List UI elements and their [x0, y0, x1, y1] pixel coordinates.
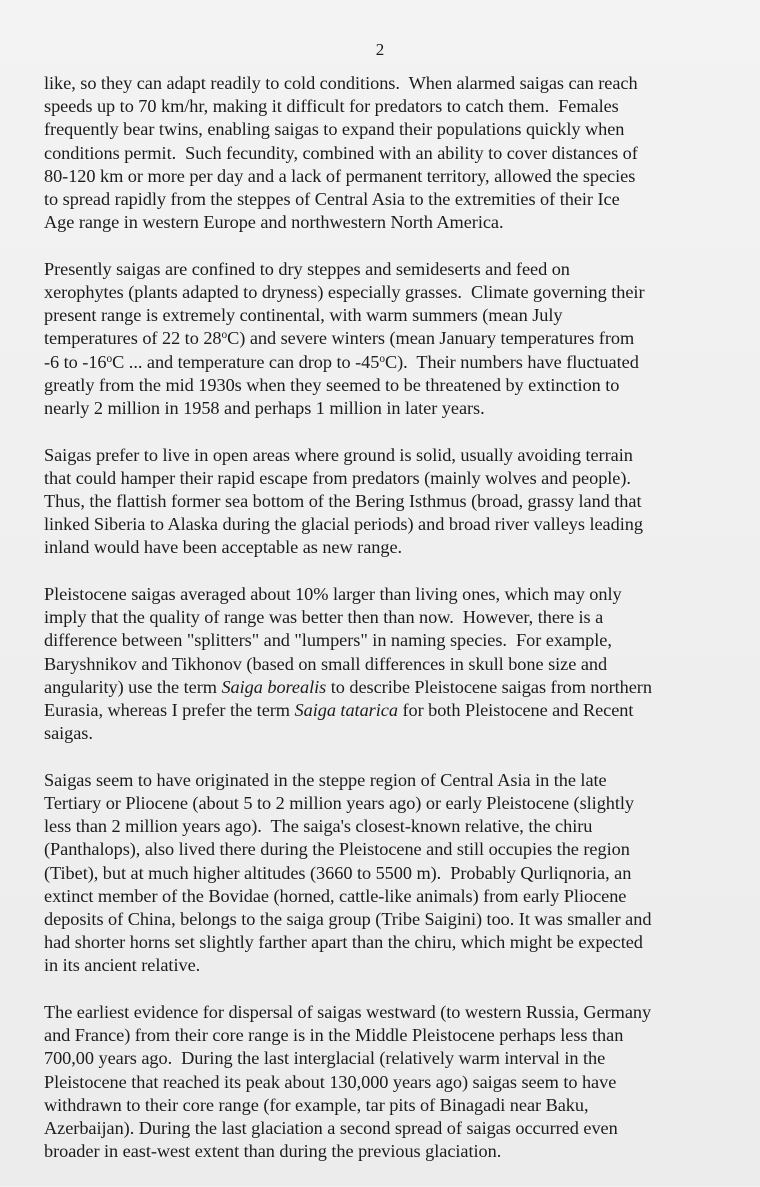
text-line [44, 583, 744, 606]
text-segment: Pleistocene saigas averaged about 10% larger than living ones, which may only [44, 584, 622, 605]
text-line [44, 769, 744, 792]
text-segment: conditions permit. Such fecundity, combined with an ability to cover distances of [44, 142, 638, 163]
text-segment: 80-120 km or more per day and a lack of permanent territory, allowed the species [44, 165, 636, 186]
text-segment: difference between "splitters" and "lumpers" in naming species. For example, [44, 630, 612, 651]
text-segment: to spread rapidly from the steppes of Central Asia to the extremities of their Ice [44, 189, 620, 210]
text-segment: for both Pleistocene and Recent [397, 700, 634, 721]
text-segment: nearly 2 million in 1958 and perhaps 1 million in later years. [44, 398, 485, 419]
paragraph-5 [44, 769, 744, 978]
text-line [44, 1071, 744, 1094]
text-segment: C) and severe winters (mean January temperatures from [227, 328, 635, 349]
paragraph-4 [44, 583, 744, 745]
text-segment: extinct member of the Bovidae (horned, cattle-like animals) from early Pliocene [44, 885, 627, 906]
italic-species-name: Saiga borealis [221, 676, 327, 697]
text-segment: in its ancient relative. [44, 955, 201, 976]
text-segment: Pleistocene that reached its peak about 130,000 years ago) saigas seem to have [44, 1071, 617, 1092]
text-line [44, 304, 744, 327]
text-segment: Eurasia, whereas I prefer the term [44, 700, 295, 721]
text-segment: (Tibet), but at much higher altitudes (3660 to 5500 m). Probably Qurliqnoria, an [44, 862, 632, 883]
degree-superscript: o [106, 352, 113, 365]
text-line [44, 374, 744, 397]
text-segment: Presently saigas are confined to dry steppes and semideserts and feed on [44, 258, 570, 279]
text-line [44, 1094, 744, 1117]
degree-superscript: o [379, 352, 385, 365]
text-line [44, 1001, 744, 1024]
text-line [44, 467, 744, 490]
text-segment: that could hamper their rapid escape from predators (mainly wolves and people). [44, 467, 631, 488]
text-segment: Baryshnikov and Tikhonov (based on small differences in skull bone size and [44, 653, 608, 674]
text-line [44, 351, 744, 374]
text-segment: frequently bear twins, enabling saigas to expand their populations quickly when [44, 119, 625, 140]
text-line [44, 165, 744, 188]
text-line [44, 1140, 744, 1163]
paragraph-6 [44, 1001, 744, 1163]
text-line [44, 258, 744, 281]
text-line [44, 536, 744, 559]
text-line [44, 95, 744, 118]
text-segment: Age range in western Europe and northwestern North America. [44, 212, 504, 233]
text-segment: greatly from the mid 1930s when they seemed to be threatened by extinction to [44, 374, 620, 395]
text-line [44, 653, 744, 676]
text-segment: had shorter horns set slightly farther apart than the chiru, which might be expected [44, 932, 643, 953]
text-line [44, 211, 744, 234]
text-segment: deposits of China, belongs to the saiga group (Tribe Saigini) too. It was smaller and [44, 909, 652, 930]
text-segment: imply that the quality of range was better then than now. However, there is a [44, 607, 604, 628]
text-line [44, 281, 744, 304]
text-line [44, 118, 744, 141]
text-line [44, 885, 744, 908]
text-segment: speeds up to 70 km/hr, making it difficult for predators to catch them. Females [44, 96, 619, 117]
text-line [44, 490, 744, 513]
text-segment: inland would have been acceptable as new range. [44, 537, 403, 558]
text-segment: less than 2 million years ago). The saiga's closest-known relative, the chiru [44, 816, 593, 837]
text-segment: and France) from their core range is in the Middle Pleistocene perhaps less than [44, 1025, 624, 1046]
text-line [44, 908, 744, 931]
text-segment: like, so they can adapt readily to cold conditions. When alarmed saigas can reach [44, 73, 638, 93]
text-segment: Azerbaijan). During the last glaciation a second spread of saigas occurred even [44, 1118, 618, 1139]
text-segment: withdrawn to their core range (for example, tar pits of Binagadi near Baku, [44, 1094, 589, 1115]
text-line [44, 931, 744, 954]
italic-species-name: Saiga tatarica [294, 700, 398, 721]
text-line [44, 676, 744, 699]
text-segment: C ... and temperature can drop to -45 [112, 351, 380, 372]
text-segment: angularity) use the term [44, 676, 222, 697]
text-line [44, 838, 744, 861]
text-line [44, 792, 744, 815]
paragraph-3 [44, 444, 744, 560]
paragraph-1 [44, 72, 744, 234]
text-segment: (Panthalops), also lived there during the Pleistocene and still occupies the region [44, 839, 630, 860]
text-line [44, 397, 744, 420]
text-segment: saigas. [44, 723, 93, 744]
text-segment: Saigas seem to have originated in the steppe region of Central Asia in the late [44, 769, 607, 790]
text-line [44, 606, 744, 629]
text-segment: linked Siberia to Alaska during the glacial periods) and broad river valleys leading [44, 514, 643, 535]
text-line [44, 327, 744, 350]
text-line [44, 142, 744, 165]
text-segment: Saigas prefer to live in open areas where ground is solid, usually avoiding terrain [44, 444, 633, 465]
paragraph-2 [44, 258, 744, 420]
text-line [44, 629, 744, 652]
text-line [44, 188, 744, 211]
text-line [44, 444, 744, 467]
text-segment: to describe Pleistocene saigas from northern [326, 676, 652, 697]
text-line [44, 954, 744, 977]
text-segment: 700,00 years ago. During the last interglacial (relatively warm interval in the [44, 1048, 606, 1069]
text-line [44, 862, 744, 885]
text-segment: The earliest evidence for dispersal of saigas westward (to western Russia, Germany [44, 1002, 652, 1023]
text-segment: C). Their numbers have fluctuated [384, 351, 639, 372]
text-line [44, 1047, 744, 1070]
text-line [44, 72, 744, 95]
text-line [44, 513, 744, 536]
text-line [44, 815, 744, 838]
text-segment: broader in east-west extent than during the previous glaciation. [44, 1141, 502, 1162]
text-segment: xerophytes (plants adapted to dryness) especially grasses. Climate governing their [44, 282, 645, 303]
degree-superscript: o [221, 329, 228, 342]
text-segment: present range is extremely continental, with warm summers (mean July [44, 305, 563, 326]
text-line [44, 722, 744, 745]
text-segment: Thus, the flattish former sea bottom of the Bering Isthmus (broad, grassy land that [44, 491, 642, 512]
text-line [44, 699, 744, 722]
text-line [44, 1024, 744, 1047]
text-line [44, 1117, 744, 1140]
body-text [44, 72, 744, 1187]
text-segment: temperatures of 22 to 28 [44, 328, 222, 349]
text-segment: Tertiary or Pliocene (about 5 to 2 million years ago) or early Pleistocene (slightly [44, 793, 635, 814]
page-number: 2 [375, 40, 385, 59]
text-segment: -6 to -16 [44, 351, 107, 372]
